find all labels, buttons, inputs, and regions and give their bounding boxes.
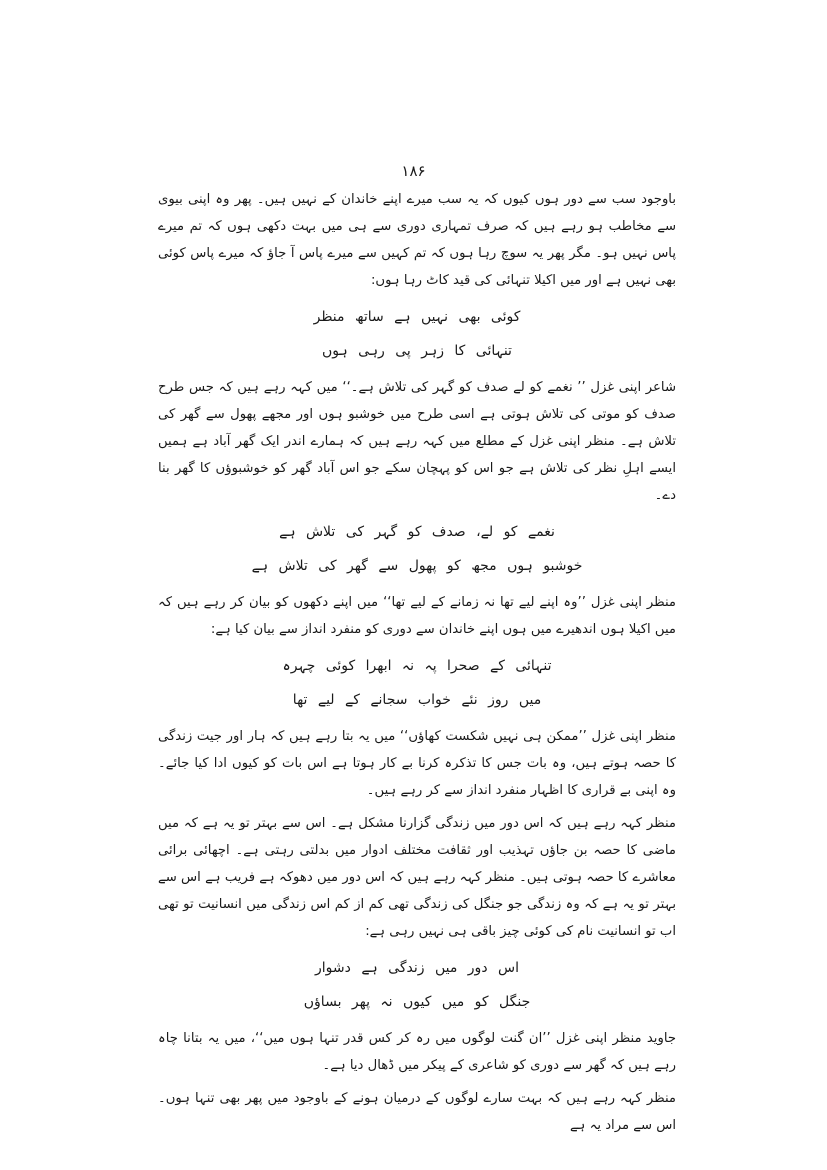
verse-couplet: [158, 300, 676, 368]
paragraph: جاوید منظر اپنی غزل ’’ان گنت لوگوں میں رہ کر کس قدر تنہا ہوں میں‘‘، میں یہ بتانا چاہ رہے ہیں کہ گھر سے دوری کو شاعری کے پیکر میں ڈھال دیا ہے۔: [158, 1031, 676, 1073]
paragraph: منظر اپنی غزل ’’وہ اپنے لیے تھا نہ زمانے کے لیے تھا‘‘ میں اپنے دکھوں کو بیان کر رہے ہیں کہ میں اکیلا ہوں اندھیرے میں ہوں اپنے خاندان سے دوری کو منفرد انداز سے بیان کیا ہے:: [158, 595, 676, 637]
verse-line: اس دور میں زندگی ہے دشوار: [315, 960, 519, 976]
verse-line: میں روز نئے خواب سجانے کے لیے تھا: [292, 692, 542, 708]
paragraph: باوجود سب سے دور ہوں کیوں کہ یہ سب میرے اپنے خاندان کے نہیں ہیں۔ پھر وہ اپنی بیوی سے مخاطب ہو رہے ہیں کہ صرف تمہاری دوری سے ہی میں بہت دکھی ہوں کہ تم میرے پاس نہیں ہو۔ مگر پھر یہ سوچ رہا ہوں کہ تم کہیں سے میرے پاس آ جاؤ کہ میرے پاس کوئی بھی نہیں ہے اور میں اکیلا تنہائی کی قید کاٹ رہا ہوں:: [158, 192, 676, 288]
paragraph: منظر کہہ رہے ہیں کہ بہت سارے لوگوں کے درمیان ہونے کے باوجود میں پھر بھی تنہا ہوں۔ اس سے مراد یہ ہے: [158, 1091, 676, 1133]
paragraph: منظر اپنی غزل ’’ممکن ہی نہیں شکست کھاؤں‘‘ میں یہ بتا رہے ہیں کہ ہار اور جیت زندگی کا حصہ ہوتے ہیں، وہ بات جس کا تذکرہ کرنا بے کار ہوتا ہے اس بات کو کیوں ادا کیا جائے۔ وہ اپنی بے قراری کا اظہار منفرد انداز سے کر رہے ہیں۔: [158, 729, 676, 798]
verse-line: تنہائی کے صحرا پہ نہ ابھرا کوئی چہرہ: [282, 658, 552, 674]
page-body: [158, 186, 676, 1145]
verse-couplet: [158, 515, 676, 583]
paragraph: منظر کہہ رہے ہیں کہ اس دور میں زندگی گزارنا مشکل ہے۔ اس سے بہتر تو یہ ہے کہ میں ماضی کا حصہ بن جاؤں تہذیب اور ثقافت مختلف ادوار میں بدلتی رہتی ہے۔ اچھائی برائی معاشرے کا حصہ ہوتی ہیں۔ منظر کہہ رہے ہیں کہ اس دور میں دھوکہ ہے فریب ہے اس سے بہتر تو یہ ہے کہ وہ زندگی جو جنگل کی زندگی تھی کم از کم اس زندگی میں انسانیت تو تھی اب تو انسانیت نام کی کوئی چیز باقی ہی نہیں رہی ہے:: [158, 816, 676, 939]
verse-line: جنگل کو میں کیوں نہ پھر بساؤں: [303, 994, 531, 1010]
verse-line: نغمے کو لے، صدف کو گہر کی تلاش ہے: [279, 524, 555, 540]
verse-line: کوئی بھی نہیں ہے ساتھ منظر: [313, 309, 521, 325]
verse-couplet: [158, 649, 676, 717]
verse-line: خوشبو ہوں مجھ کو پھول سے گھر کی تلاش ہے: [251, 558, 583, 574]
page-number: ۱۸۶: [401, 162, 426, 180]
paragraph: شاعر اپنی غزل ’’ نغمے کو لے صدف کو گہر کی تلاش ہے۔‘‘ میں کہہ رہے ہیں کہ جس طرح صدف کو موتی کی تلاش ہوتی ہے اسی طرح میں خوشبو ہوں اور مجھے پھول سے گھر کی تلاش ہے۔ منظر اپنی غزل کے مطلع میں کہہ رہے ہیں کہ ہمارے اندر ایک گھر آباد ہے ہمیں ایسے اہلِ نظر کی تلاش ہے جو اس کو پہچان سکے جو اس آباد گھر کو خوشبوؤں کا گھر بنا دے۔: [158, 380, 676, 503]
verse-line: تنہائی کا زہر پی رہی ہوں: [322, 343, 512, 359]
verse-couplet: [158, 951, 676, 1019]
